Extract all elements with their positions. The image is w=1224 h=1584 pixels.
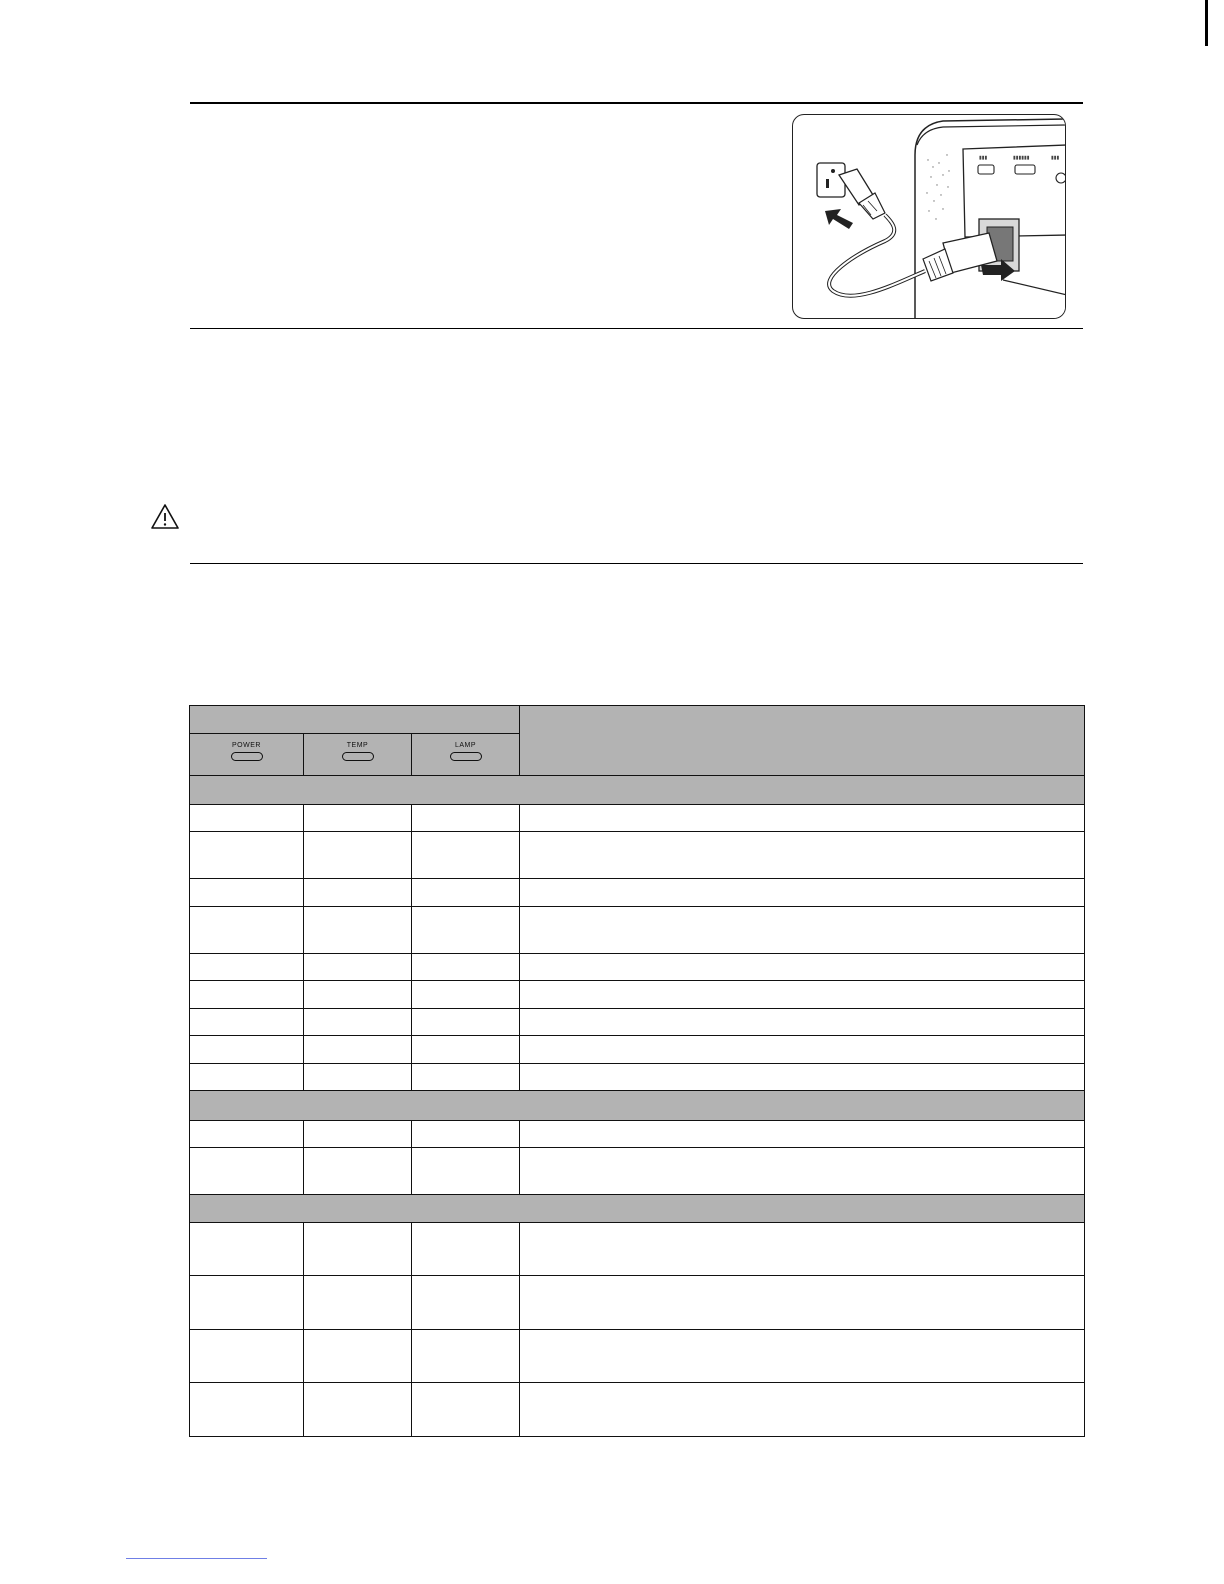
table-row [190, 1329, 1085, 1382]
indicator-status-table [189, 705, 1085, 1437]
table-row [190, 1148, 1085, 1195]
table-row [190, 1382, 1085, 1436]
page-edge-marker [1205, 0, 1208, 46]
table-row [190, 980, 1085, 1008]
footer-link-underline [126, 1558, 267, 1559]
lamp-indicator-column [412, 734, 520, 776]
section-header-row [190, 1090, 1085, 1120]
table-row [190, 1276, 1085, 1329]
table-row [190, 906, 1085, 953]
table-row [190, 953, 1085, 980]
power-indicator-label: POWER [232, 742, 261, 750]
temp-indicator-label: TEMP [346, 742, 369, 750]
section-rule-top [190, 102, 1083, 104]
section-header-row [190, 1195, 1085, 1223]
status-description-header [520, 706, 1085, 776]
table-row [190, 1008, 1085, 1035]
svg-text:▮▮▮: ▮▮▮ [1051, 155, 1060, 161]
lamp-indicator-label: LAMP [454, 742, 477, 750]
table-row [190, 832, 1085, 879]
power-cord-connection-illustration [792, 114, 1066, 319]
table-row [190, 1035, 1085, 1063]
table-row [190, 805, 1085, 832]
table-row [190, 879, 1085, 906]
table-row [190, 1121, 1085, 1148]
lamp-led-icon [450, 752, 482, 761]
svg-text:▮▮▮: ▮▮▮ [979, 155, 988, 161]
section-rule-lower [190, 563, 1083, 564]
indicator-header [190, 706, 520, 734]
power-led-icon [231, 752, 263, 761]
table-row [190, 1063, 1085, 1090]
svg-text:▮▮▮▮▮▮: ▮▮▮▮▮▮ [1013, 155, 1030, 161]
table-row [190, 1223, 1085, 1276]
section-header-row [190, 776, 1085, 805]
power-indicator-column [190, 734, 304, 776]
section-rule-middle [190, 328, 1083, 329]
warning-icon [150, 503, 180, 530]
temp-indicator-column [304, 734, 412, 776]
temp-led-icon [342, 752, 374, 761]
